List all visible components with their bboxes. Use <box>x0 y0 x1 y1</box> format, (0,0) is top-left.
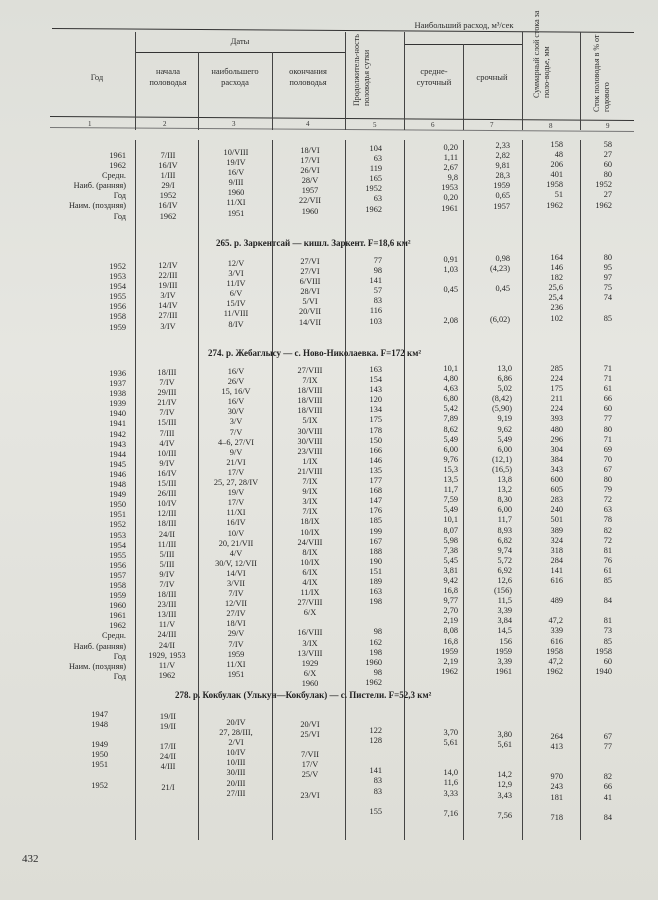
s3-max: 20/IV 27, 28/III, 2/VI 10/IV 10/III 30/III 20/III 27/III <box>219 718 253 798</box>
colnum-bottom-rule <box>50 127 634 132</box>
s1-layer: 164 146 182 25,6 25,4 236 102 <box>548 253 563 323</box>
s2-dur: 163 154 143 120 134 175 178 150 166 146 135 177 168 147 176 185 199 167 188 190 151 189 163 198 98 162 198 1960 98 1962 <box>365 365 382 687</box>
colnum-5: 5 <box>373 121 377 129</box>
s1-year: 1952 1953 1954 1955 1956 1958 1959 <box>109 262 126 332</box>
header-vline-7 <box>522 32 523 130</box>
s2-end: 27/VIII 7/IX 18/VIII 18/VIII 18/VIII 5/IX 30/VIII 30/VIII 23/VIII 1/IX 21/VIII 7/IX 9/IX 3/IX 7/IX 18/IX 10/IX 24/VIII 8/IX 10/IX 6/IX 4/IX 11/IX 27/VIII 6/X 16/VIII 3/IX 13/VIII 1929 6/X 1960 <box>297 366 323 688</box>
s1-start: 12/IV 22/III 19/III 3/IV 14/IV 27/III 3/IV <box>158 261 178 331</box>
s0-inst: 2,33 2,82 9,81 28,3 1959 0,65 1957 <box>493 141 510 211</box>
header-duration <box>352 28 372 106</box>
colnum-7: 7 <box>490 121 494 129</box>
s0-dur: 104 63 119 165 1952 63 1962 <box>365 144 382 214</box>
s0-max: 10/VIII 19/IV 16/V 9/III 1960 11/XI 1951 <box>223 148 249 218</box>
header-year: Год <box>90 72 104 82</box>
header-vline-5 <box>404 32 405 130</box>
colnum-1: 1 <box>88 120 92 128</box>
s0-start: 7/III 16/IV 1/III 29/I 1952 16/IV 1962 <box>158 151 178 221</box>
page-number: 432 <box>22 853 39 865</box>
header-vline-3 <box>272 52 273 130</box>
s2-title: 274. р. Жебаглысу — с. Ново-Николаевка. F=172 км² <box>208 348 422 358</box>
s0-year: 1961 1962 Средн. Наиб. (ранняя) Год Наим. (поздняя) Год <box>68 151 126 221</box>
header-vline-2 <box>198 52 199 130</box>
s3-dur: 122 128 141 83 83 155 <box>369 726 382 816</box>
header-instant: срочный <box>476 72 508 82</box>
s3-title: 278. р. Кокбулак (Улькун—Кокбулак) — с. Пистели. F=52,3 км² <box>175 690 432 700</box>
s1-inst: 0,98 (4,23) 0,45 (6,02) <box>489 254 510 324</box>
s0-avg: 0,20 1,11 2,67 9,8 1953 0,20 1961 <box>441 143 458 213</box>
header-vline-4 <box>345 32 346 130</box>
body-vline-8 <box>580 140 581 840</box>
s1-title: 265. р. Заркентсай — кишл. Заркент. F=18,6 км² <box>216 238 411 248</box>
s3-year: 1947 1948 1949 1950 1951 1952 <box>91 710 108 790</box>
s3-end: 20/VI 25/VI 7/VII 17/V 25/V 23/VI <box>300 720 320 800</box>
header-vline-1 <box>135 32 136 130</box>
header-share <box>592 22 612 112</box>
s3-start: 19/II 19/II 17/II 24/II 4/III 21/I <box>159 712 177 792</box>
body-vline-7 <box>522 140 523 840</box>
body-vline-2 <box>198 140 199 840</box>
s2-avg: 10,1 4,80 4,63 6,80 5,42 7,89 8,62 5,49 6,00 9,76 15,3 13,5 11,7 7,59 5,49 10,1 8,07 5,98 7,38 5,45 3,81 9,42 16,8 9,77 2,70 2,19 8,08 16,8 1959 2,19 1962 <box>441 364 458 676</box>
s2-layer: 285 224 175 211 224 393 480 296 304 384 343 600 605 283 240 501 389 324 318 284 141 616 489 47,2 339 616 1958 47,2 1962 <box>546 364 563 676</box>
s0-end: 18/VI 17/VI 26/VI 28/V 1957 22/VII 1960 <box>298 146 322 216</box>
s2-max: 16/V 26/V 15, 16/V 16/V 30/V 3/V 7/V 4–6, 27/VI 9/V 21/VI 17/V 25, 27, 28/IV 19/V 17/V 11/XI 16/IV 10/V 20, 21/VII 4/V 30/V, 12/VII 14/VI 3/VII 7/IV 12/VII 27/IV 18/VI 29/V 7/IV 1959 11/XI 1951 <box>213 367 259 679</box>
header-max-discharge: Наибольший расход, м³/сек <box>414 20 514 30</box>
header-end: окончания половодья <box>289 66 327 87</box>
header-duration-text: Продолжитель-ность половодья сутки <box>352 34 371 106</box>
body-vline-6 <box>463 140 464 840</box>
s3-layer: 264 413 970 243 181 718 <box>550 732 563 822</box>
s0-pct: 58 27 60 80 1952 27 1962 <box>595 140 612 210</box>
body-vline-1 <box>135 140 136 840</box>
colnum-3: 3 <box>232 120 236 128</box>
s1-max: 12/V 3/VI 11/IV 6/V 15/IV 11/VIII 8/IV <box>223 259 249 329</box>
colnum-4: 4 <box>306 120 310 128</box>
s2-inst: 13,0 6,86 5,02 (8,42) (5,90) 9,19 9,62 5,49 6,00 (12,1) (16,5) 13,8 13,2 8,30 6,00 11,7 8,93 6,82 9,74 5,72 6,92 12,6 (156) 11,5 3,39 3,84 14,5 156 1959 3,39 1961 <box>491 364 512 676</box>
s0-layer: 158 48 206 401 1958 51 1962 <box>546 140 563 210</box>
header-dates: Даты <box>230 36 250 46</box>
s3-avg: 3,70 5,61 14,0 11,6 3,33 7,16 <box>443 728 458 818</box>
colnum-2: 2 <box>163 120 167 128</box>
s3-inst: 3,80 5,61 14,2 12,9 3,43 7,56 <box>497 730 512 820</box>
colnum-8: 8 <box>549 122 553 130</box>
s1-dur: 77 98 141 57 83 116 103 <box>369 256 382 326</box>
header-max-flow: наибольшего расхода <box>211 66 259 87</box>
s2-start: 18/III 7/IV 29/III 21/IV 7/IV 15/III 7/III 4/IV 10/III 9/IV 16/IV 15/III 26/III 10/IV 12/III 18/III 24/II 11/III 5/III 5/III 9/IV 7/IV 18/III 23/III 13/III 11/V 24/III 24/II 1929, 1953 11/V 1962 <box>148 368 186 680</box>
header-daily-avg: средне-суточный <box>416 66 452 87</box>
s1-avg: 0,91 1,03 0,45 2,08 <box>443 255 458 325</box>
s1-pct: 80 95 97 75 74 85 <box>603 253 612 323</box>
header-total-layer <box>532 10 552 98</box>
dates-sub-rule <box>135 52 345 53</box>
header-vline-6 <box>463 44 464 130</box>
header-total-layer-text: Суммарный слой стока за поло-водье, мм <box>532 10 551 98</box>
header-start: начала половодья <box>149 66 187 87</box>
s2-pct: 71 71 61 66 60 77 80 71 69 70 67 80 79 72 63 78 82 72 81 76 61 85 84 81 73 85 1958 60 1940 <box>595 364 612 676</box>
s1-end: 27/VI 27/VI 6/VIII 28/VI 5/VI 20/VII 14/VII <box>298 257 322 327</box>
header-bottom-rule <box>50 116 634 121</box>
s3-pct: 67 77 82 66 41 84 <box>603 732 612 822</box>
colnum-6: 6 <box>431 121 435 129</box>
s2-year: 1936 1937 1938 1939 1940 1941 1942 1943 1944 1945 1946 1948 1949 1950 1951 1952 1953 1954 1955 1956 1957 1958 1959 1960 1961 1962 Средн. Наиб. (ранняя) Год Наим. (поздняя) Год <box>68 369 126 681</box>
colnum-9: 9 <box>606 122 610 130</box>
header-vline-8 <box>580 32 581 130</box>
header-share-text: Сток половодья в % от годового <box>592 34 611 112</box>
